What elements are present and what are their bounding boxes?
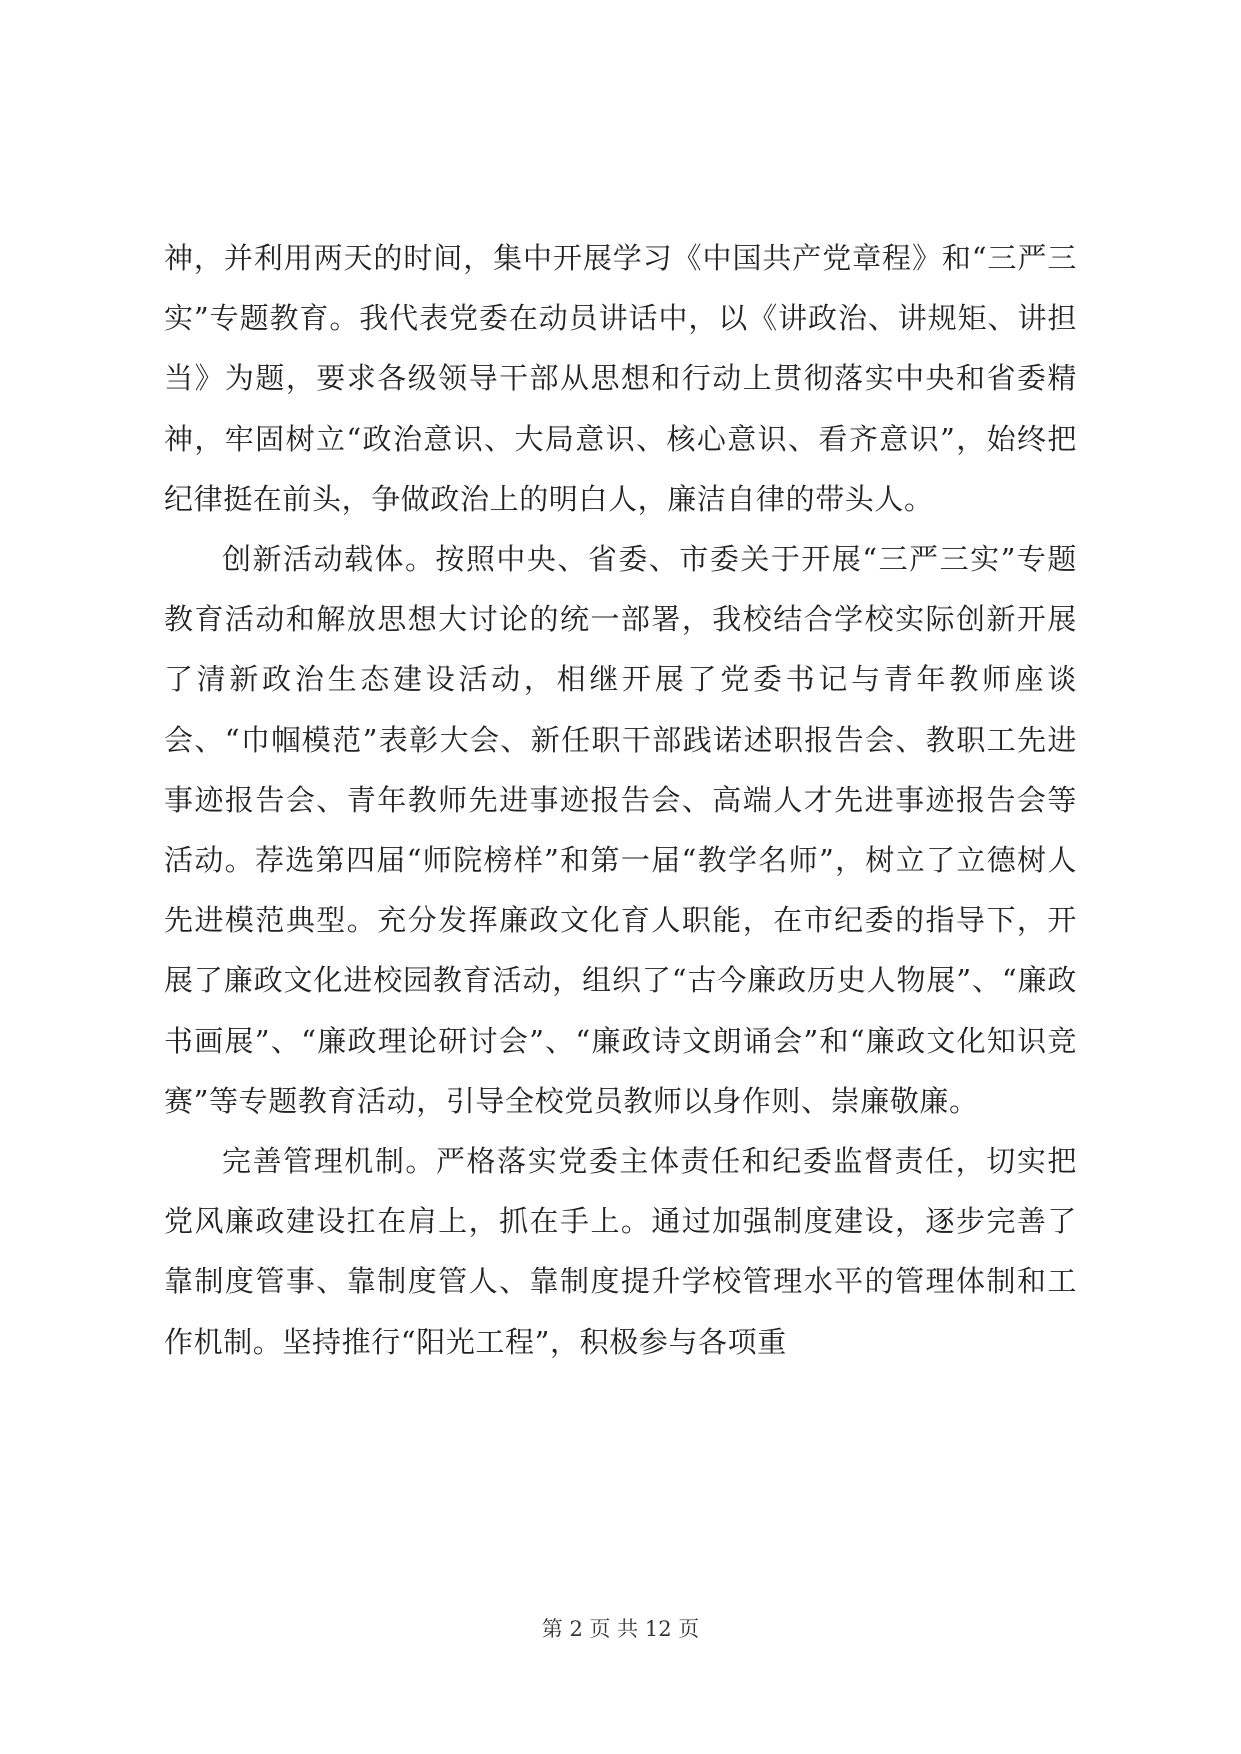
paragraph-innovation-activities: 创新活动载体。按照中央、省委、市委关于开展“三严三实”专题教育活动和解放思想大讨论的统一部署，我校结合学校实际创新开展了清新政治生态建设活动，相继开展了党委书记与青年教师座谈会、“巾帼模范”表彰大会、新任职干部践诺述职报告会、教职工先进事迹报告会、青年教师先进事迹报告会、高端人才先进事迹报告会等活动。荐选第四届“师院榜样”和第一届“教学名师”，树立了立德树人先进模范典型。充分发挥廉政文化育人职能，在市纪委的指导下，开展了廉政文化进校园教育活动，组织了“古今廉政历史人物展”、“廉政书画展”、“廉政理论研讨会”、“廉政诗文朗诵会”和“廉政文化知识竞赛”等专题教育活动，引导全校党员教师以身作则、崇廉敬廉。 (164, 542, 1077, 1118)
paragraph-management-mechanism: 完善管理机制。严格落实党委主体责任和纪委监督责任，切实把党风廉政建设扛在肩上，抓在手上。通过加强制度建设，逐步完善了靠制度管事、靠制度管人、靠制度提升学校管理水平的管理体制和工作机制。坚持推行“阳光工程”，积极参与各项重 (164, 1144, 1077, 1359)
document-body (164, 228, 1077, 1372)
page-footer: 第 2 页 共 12 页 (541, 1617, 700, 1641)
paragraph-continuation: 神，并利用两天的时间，集中开展学习《中国共产党章程》和“三严三实”专题教育。我代表党委在动员讲话中，以《讲政治、讲规矩、讲担当》为题，要求各级领导干部从思想和行动上贯彻落实中央和省委精神，牢固树立“政治意识、大局意识、核心意识、看齐意识”，始终把纪律挺在前头，争做政治上的明白人，廉洁自律的带头人。 (164, 241, 1077, 516)
